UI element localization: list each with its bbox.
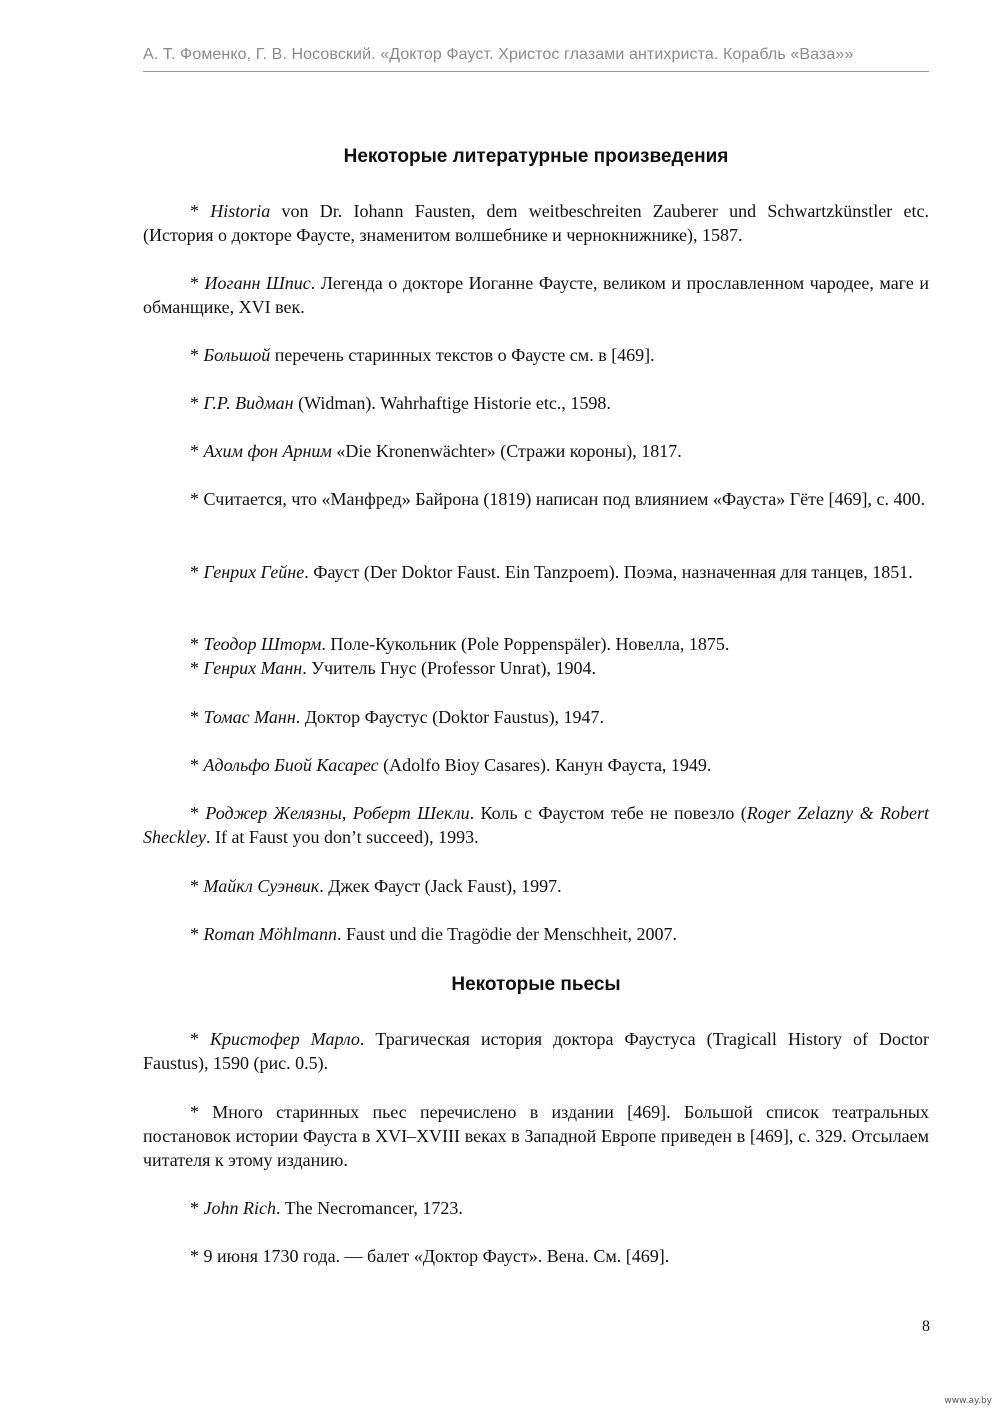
entry-author-latin: Roger Zelazny & Robert Sheckley <box>143 803 930 847</box>
section-title-plays: Некоторые пьесы <box>451 974 621 995</box>
bullet: * <box>190 876 199 896</box>
entry-mohlmann <box>143 922 929 946</box>
bullet: * <box>190 1029 199 1049</box>
entry-author: Ахим фон Арним <box>203 441 332 461</box>
entry-text: . Коль с Фаустом тебе не повезло ( <box>469 803 747 823</box>
entry-text: (Widman). Wahrhaftige Historie etc., 1598. <box>293 393 611 413</box>
bullet: * <box>190 803 199 823</box>
watermark: www.ay.by <box>944 1396 992 1406</box>
page-number: 8 <box>922 1318 930 1335</box>
bullet: * <box>190 658 199 678</box>
entry-author: Майкл Суэнвик <box>203 876 320 896</box>
bullet: * <box>190 755 199 775</box>
entry-text: . Легенда о докторе Иоганне Фаусте, великом и прославленном чародее, маге и обманщике, XVI век. <box>143 273 929 317</box>
entry-author: Томас Манн <box>203 707 296 727</box>
bullet: * <box>190 201 199 221</box>
entry-storm <box>143 632 929 656</box>
bullet: * <box>190 489 199 509</box>
bullet: * <box>190 1198 199 1218</box>
entry-author: Roman Möhlmann <box>203 924 337 944</box>
entry-bioy-casares <box>143 753 929 777</box>
entry-swanwick <box>143 874 929 898</box>
entry-author: John Rich <box>203 1198 276 1218</box>
entry-text: «Die Kronenwächter» (Стражи короны), 1817. <box>331 441 682 461</box>
entry-text: . Фауст (Der Doktor Faust. Ein Tanzpoem). Поэма, назначенная для танцев, 1851. <box>304 562 913 582</box>
entry-many-plays <box>143 1100 929 1172</box>
entry-author: Роджер Желязны, Роберт Шекли <box>205 803 470 823</box>
bullet: * <box>190 924 199 944</box>
entry-text: (Adolfo Bioy Casares). Канун Фауста, 1949. <box>378 755 712 775</box>
entry-historia <box>143 199 929 247</box>
entry-author: Адольфо Биой Касарес <box>203 755 379 775</box>
section-title-literary-works: Некоторые литературные произведения <box>343 146 729 167</box>
entry-text: . Учитель Гнус (Professor Unrat), 1904. <box>302 658 597 678</box>
entry-thomas-mann <box>143 705 929 729</box>
bullet: * <box>190 1102 199 1122</box>
entry-arnim <box>143 439 929 463</box>
entry-big-list <box>143 343 929 367</box>
bullet: * <box>190 393 199 413</box>
entry-heinrich-mann <box>143 656 929 680</box>
entry-manfred <box>143 487 929 511</box>
bullet: * <box>190 562 199 582</box>
entry-ballet-1730 <box>143 1244 929 1268</box>
bullet: * <box>190 345 199 365</box>
entry-author: Большой <box>203 345 271 365</box>
entry-author: Historia <box>210 201 271 221</box>
entry-text: von Dr. Iohann Fausten, dem weitbeschreiten Zauberer und Schwartzkünstler etc. (История о докторе Фаусте, знаменитом волшебнике и чернокнижнике), 1587. <box>143 201 930 245</box>
entry-text: . Faust und die Tragödie der Menschheit, 2007. <box>337 924 677 944</box>
entry-text: . The Necromancer, 1723. <box>275 1198 463 1218</box>
header-divider <box>143 71 929 72</box>
bullet: * <box>190 707 199 727</box>
entry-text: . Трагическая история доктора Фаустуса (Tragicall History of Doctor Faustus), 1590 (рис. 0.5). <box>143 1029 929 1073</box>
entry-author: Иоганн Шпис <box>204 273 311 293</box>
bullet: * <box>190 1246 199 1266</box>
entry-author: Теодор Шторм <box>203 634 322 654</box>
bullet: * <box>190 634 199 654</box>
entry-author: Генрих Гейне <box>203 562 305 582</box>
entry-marlowe <box>143 1027 929 1075</box>
entry-author: Кристофер Марло <box>210 1029 360 1049</box>
entry-text-tail: . If at Faust you don’t succeed), 1993. <box>205 827 479 847</box>
entry-zelazny-sheckley <box>143 801 929 849</box>
entry-text: Много старинных пьес перечислено в издании [469]. Большой список театральных постановок истории Фауста в XVI–XVIII веках в Западной Европе приведен в [469], с. 329. Отсылаем читателя к этому изданию. <box>143 1102 929 1170</box>
entry-text: . Поле-Кукольник (Pole Poppenspäler). Новелла, 1875. <box>321 634 730 654</box>
entry-author: Г.Р. Видман <box>203 393 294 413</box>
entry-text: . Джек Фауст (Jack Faust), 1997. <box>319 876 562 896</box>
running-header: А. Т. Фоменко, Г. В. Носовский. «Доктор Фауст. Христос глазами антихриста. Корабль «Ваза»» <box>143 46 854 63</box>
entry-spies <box>143 271 929 319</box>
bullet: * <box>190 273 199 293</box>
entry-text: . Доктор Фаустус (Doktor Faustus), 1947. <box>295 707 605 727</box>
entry-text: 9 июня 1730 года. — балет «Доктор Фауст». Вена. См. [469]. <box>203 1246 670 1266</box>
entry-john-rich <box>143 1196 929 1220</box>
entry-heine <box>143 560 929 584</box>
bullet: * <box>190 441 199 461</box>
entry-text: Считается, что «Манфред» Байрона (1819) написан под влиянием «Фауста» Гёте [469], с. 400. <box>203 489 925 509</box>
entry-widman <box>143 391 929 415</box>
entry-author: Генрих Манн <box>203 658 303 678</box>
entry-text: перечень старинных текстов о Фаусте см. в [469]. <box>270 345 655 365</box>
